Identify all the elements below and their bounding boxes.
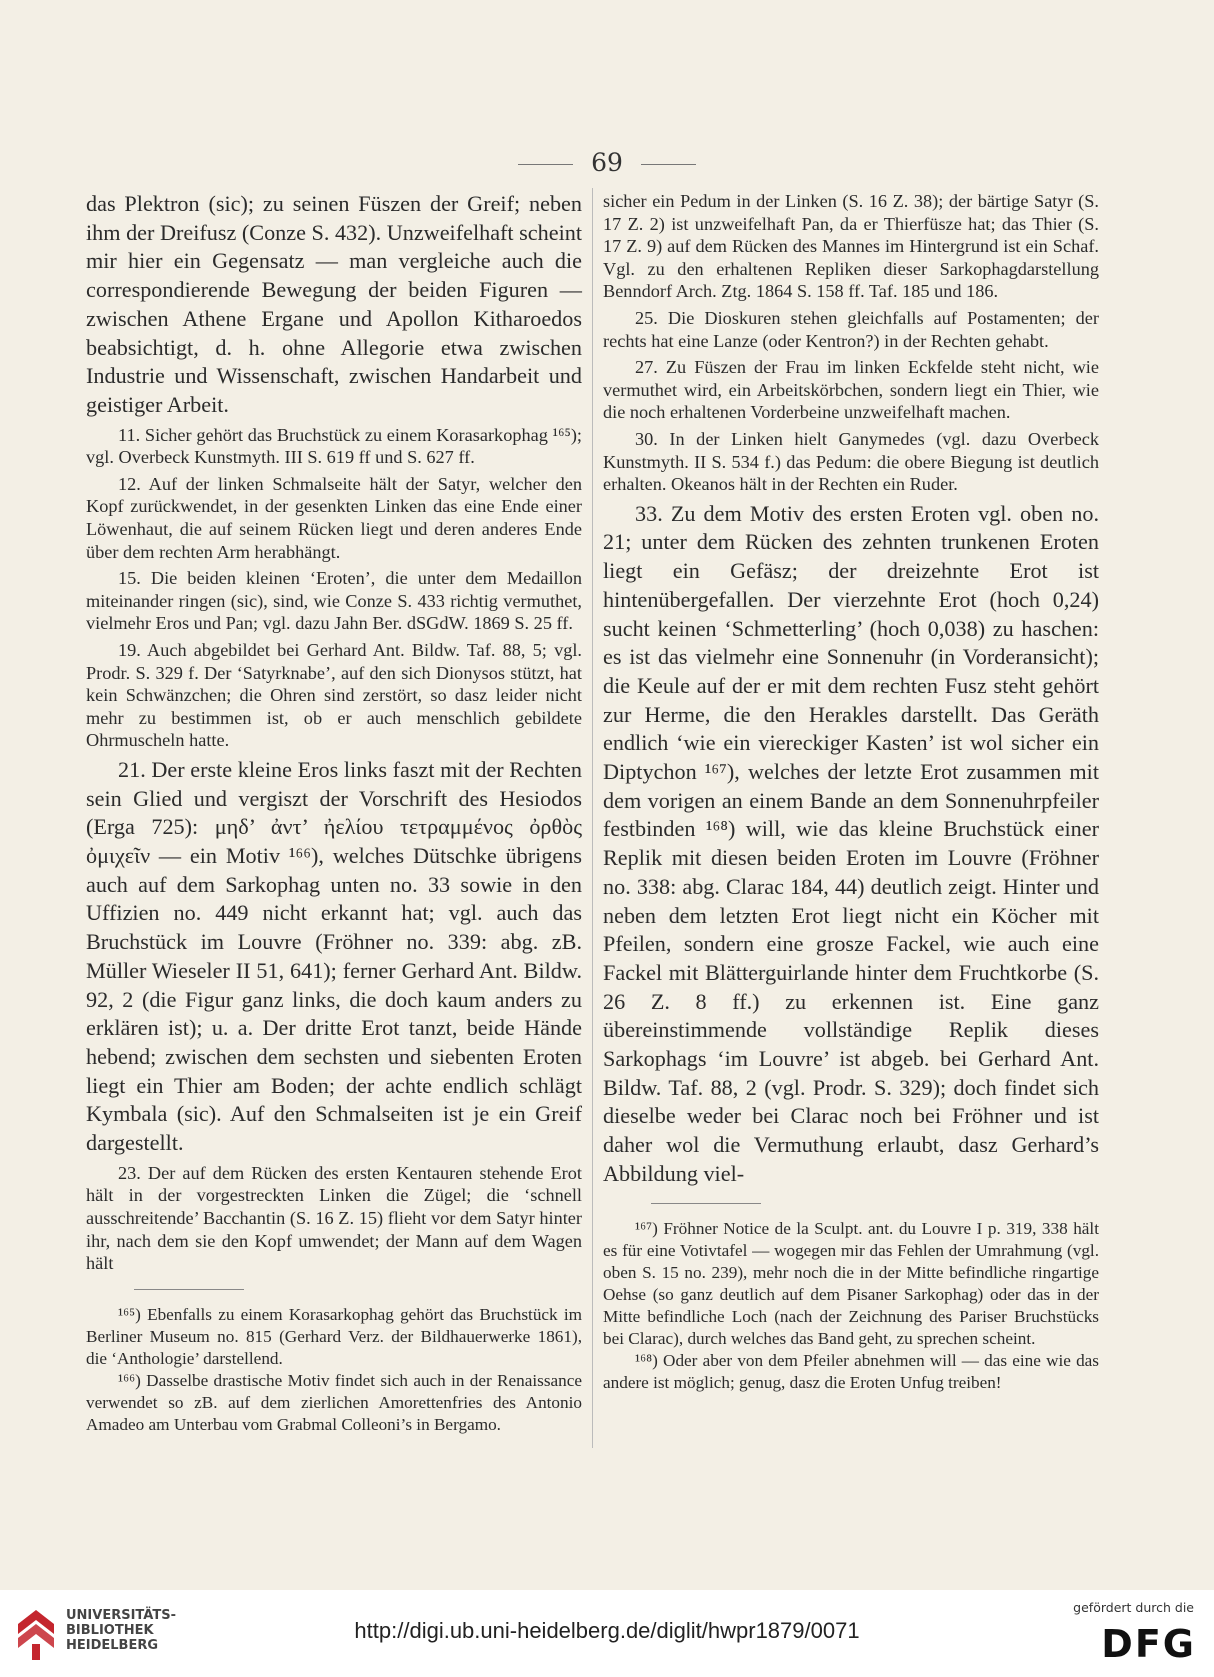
note-30: 30. In der Linken hielt Ganymedes (vgl. dazu Overbeck Kunstmyth. II S. 534 f.) das Pedum: die obere Biegung ist deutlich erhalten. Okeanos hält in der Rechten ein Ruder.	[603, 428, 1099, 495]
page-number-rule-left	[518, 164, 573, 165]
note-25: 25. Die Dioskuren stehen gleichfalls auf Postamenten; der rechts hat eine Lanze (oder Kentron?) in der Rechten gehabt.	[603, 307, 1099, 351]
footnote-165: ¹⁶⁵) Ebenfalls zu einem Korasarkophag gehört das Bruchstück im Berliner Museum no. 815 (Gerhard Verz. der Bildhauerwerke 1861), die ‘Anthologie’ darstellend.	[86, 1304, 582, 1368]
permalink-url[interactable]: http://digi.ub.uni-heidelberg.de/diglit/hwpr1879/0071	[354, 1618, 860, 1643]
library-name-line3: HEIDELBERG	[66, 1638, 159, 1653]
footnote-166: ¹⁶⁶) Dasselbe drastische Motiv findet sich auch in der Renaissance verwendet so zB. auf dem zierlichen Amorettenfries des Antonio Amadeo am Unterbau vom Grabmal Colleoni’s in Bergamo.	[86, 1371, 582, 1435]
page-number	[0, 148, 1214, 177]
column-divider	[592, 188, 593, 1448]
dfg-logo: DFG	[1101, 1622, 1196, 1666]
note-15: 15. Die beiden kleinen ‘Eroten’, die unter dem Medaillon miteinander ringen (sic), sind, wie Conze S. 433 richtig vermuthet, vielmehr Eros und Pan; vgl. dazu Jahn Ber. dSGdW. 1869 S. 25 ff.	[86, 568, 582, 634]
note-27: 27. Zu Füszen der Frau im linken Eckfelde steht nicht, wie vermuthet wird, ein Arbeitskörbchen, sondern liegt ein Thier, wie die noch erhaltenen Vorderbeine unzweifelhaft machen.	[603, 357, 1099, 423]
footnote-168: ¹⁶⁸) Oder aber von dem Pfeiler abnehmen will — das eine wie das andere ist möglich; genug, dasz die Eroten Unfug treiben!	[603, 1351, 1099, 1393]
right-column	[603, 190, 1099, 1394]
library-name-line1: UNIVERSITÄTS-	[66, 1608, 176, 1623]
footnote-rule	[651, 1203, 761, 1204]
library-name-line2: BIBLIOTHEK	[66, 1623, 154, 1638]
paragraph-continued: sicher ein Pedum in der Linken (S. 16 Z. 38); der bärtige Satyr (S. 17 Z. 2) ist unzweifelhaft Pan, da er Thierfüsze hat; das Thier (S. 17 Z. 9) auf dem Rücken des Mannes im Hintergrund ist ein Schaf. Vgl. zu den erhaltenen Repliken dieser Sarkophagdarstellung Benndorf Arch. Ztg. 1864 S. 158 ff. Taf. 185 und 186.	[603, 191, 1099, 302]
paragraph-continued: das Plektron (sic); zu seinen Füszen der Greif; neben ihm der Dreifusz (Conze S. 432). Unzweifelhaft scheint mir hier ein Gegensatz — man vergleiche auch die correspondierende Bewegung der beiden Figuren — zwischen Athene Ergane und Apollon Kitharoedos beabsichtigt, d. h. ohne Allegorie etwa zwischen Industrie und Wissenschaft, zwischen Handarbeit und geistiger Arbeit.	[86, 191, 582, 417]
note-33: 33. Zu dem Motiv des ersten Eroten vgl. oben no. 21; unter dem Rücken des zehnten trunkenen Eroten liegt ein Gefäsz; der dreizehnte Erot ist hintenübergefallen. Der vierzehnte Erot (hoch 0,24) sucht keinen ‘Schmetterling’ (hoch 0,038) zu haschen: es ist das vielmehr eine Sonnenuhr (in Vorderansicht); die Keule auf der er mit dem rechten Fusz steht gehört zur Herme, die den Herakles darstellt. Das Geräth endlich ‘wie ein viereckiger Kasten’ ist wol sicher ein Diptychon ¹⁶⁷), welches der letzte Erot zusammen mit dem vorigen an einem Bande an dem Sonnenuhrpfeiler festbinden ¹⁶⁸) will, wie das kleine Bruchstück einer Replik mit diesen beiden Eroten im Louvre (Fröhner no. 338: abg. Clarac 184, 44) deutlich zeigt. Hinter und neben dem letzten Erot liegt nicht ein Köcher mit Pfeilen, sondern eine grosze Fackel, wie auch eine Fackel mit Blätterguirlande hinter dem Fruchtkorbe (S. 26 Z. 8 ff.) zu erkennen ist. Eine ganz übereinstimmende vollständige Replik dieses Sarkophags ‘im Louvre’ ist abgeb. bei Gerhard Ant. Bildw. Taf. 88, 2 (vgl. Prodr. S. 329); doch findet sich dieselbe weder bei Clarac noch bei Fröhner und ist daher wol die Vermuthung erlaubt, dasz Gerhard’s Abbildung viel-	[603, 500, 1099, 1186]
viewer-footer	[0, 1590, 1214, 1677]
page-number-text: 69	[591, 148, 623, 177]
page-number-rule-right	[641, 164, 696, 165]
note-23: 23. Der auf dem Rücken des ersten Kentauren stehende Erot hält in der vorgestreckten Linken die Zügel; die ‘schnell ausschreitende’ Bacchantin (S. 16 Z. 15) flieht vor dem Satyr hinter ihr, nach dem sie den Kopf umwendet; der Mann auf dem Wagen hält	[86, 1162, 582, 1274]
funding-caption: gefördert durch die	[1073, 1600, 1194, 1615]
note-19: 19. Auch abgebildet bei Gerhard Ant. Bildw. Taf. 88, 5; vgl. Prodr. S. 329 f. Der ‘Satyrknabe’, auf den sich Dionysos stützt, hat kein Schwänzchen; die Ohren sind zerstört, so dasz leider nicht mehr zu bestimmen ist, ob er auch menschlich gebildete Ohrmuscheln hatte.	[86, 639, 582, 751]
note-21: 21. Der erste kleine Eros links faszt mit der Rechten sein Glied und vergiszt der Vorschrift des Hesiodos (Erga 725): μηδ’ ἀντ’ ἠελίου τετραμμένος ὀρθὸς ὀμιχεῖν — ein Motiv ¹⁶⁶), welches Dütschke übrigens auch auf dem Sarkophag unten no. 33 sowie in den Uffizien no. 449 nicht erkannt hat; vgl. auch das Bruchstück im Louvre (Fröhner no. 339: abg. zB. Müller Wieseler II 51, 641); ferner Gerhard Ant. Bildw. 92, 2 (die Figur ganz links, die doch kaum anders zu erklären ist); u. a. Der dritte Erot tanzt, beide Hände hebend; zwischen dem sechsten und siebenten Eroten liegt ein Thier am Boden; der achte endlich schlägt Kymbala (sic). Auf den Schmalseiten ist je ein Greif dargestellt.	[86, 756, 582, 1156]
footnote-rule	[134, 1289, 244, 1290]
footnote-167: ¹⁶⁷) Fröhner Notice de la Sculpt. ant. du Louvre I p. 319, 338 hält es für eine Votivtafel — wogegen mir das Fehlen der Umrahmung (vgl. oben S. 15 no. 239), mehr noch die in der Mitte befindliche ringartige Oehse (so ganz deutlich auf dem Pisaner Sarkophag) oder das in der Mitte befindliche Loch (nach der Zeichnung des Pariser Bruchstücks bei Clarac), durch welches das Band geht, zu sprechen scheint.	[603, 1218, 1099, 1349]
note-11: 11. Sicher gehört das Bruchstück zu einem Korasarkophag ¹⁶⁵); vgl. Overbeck Kunstmyth. III S. 619 ff und S. 627 ff.	[86, 424, 582, 468]
note-12: 12. Auf der linken Schmalseite hält der Satyr, welcher den Kopf zurückwendet, in der gesenkten Linken das eine Ende einer Löwenhaut, die auf seinem Rücken liegt und deren anderes Ende über dem rechten Arm herabhängt.	[86, 473, 582, 562]
left-column	[86, 190, 582, 1436]
